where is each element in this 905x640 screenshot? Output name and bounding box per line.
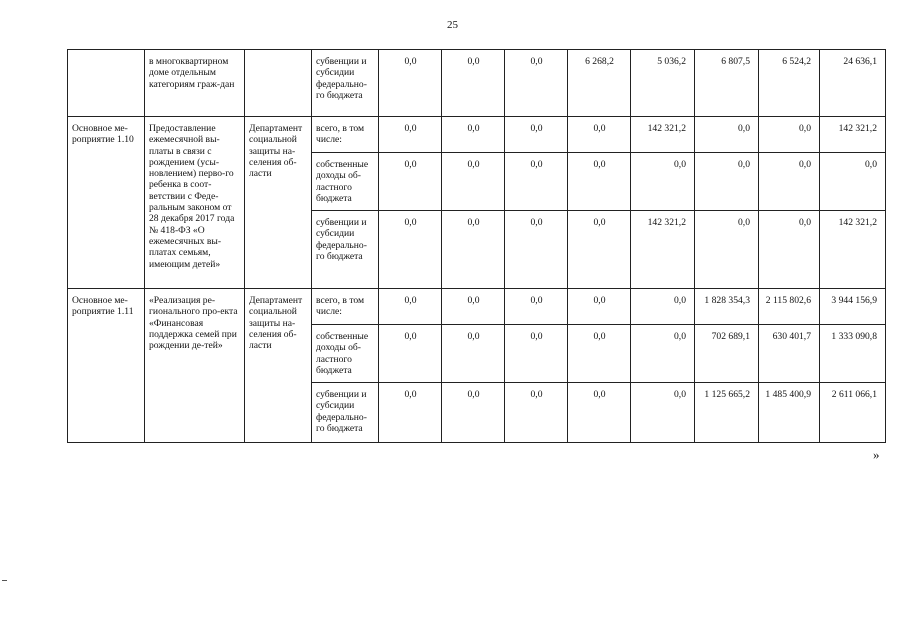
value-cell: 2 115 802,6 (759, 289, 820, 325)
value-cell: 0,0 (759, 153, 820, 211)
value-cell: 6 268,2 (568, 50, 631, 117)
value-cell: 0,0 (442, 211, 505, 289)
value-cell: 0,0 (505, 383, 568, 443)
value-cell: 0,0 (505, 153, 568, 211)
value-cell: 142 321,2 (820, 117, 886, 153)
value-cell: 5 036,2 (631, 50, 695, 117)
value-cell: 0,0 (759, 211, 820, 289)
value-cell: 0,0 (379, 383, 442, 443)
funding-source-cell: субвенции и субсидии федерально-го бюджета (312, 50, 379, 117)
value-cell: 0,0 (631, 383, 695, 443)
funding-source-cell: всего, в том числе: (312, 117, 379, 153)
value-cell: 0,0 (442, 325, 505, 383)
budget-table (67, 49, 886, 443)
value-cell: 630 401,7 (759, 325, 820, 383)
value-cell: 0,0 (568, 383, 631, 443)
description-cell: Предоставление ежемесячной вы-платы в связи с рождением (усы-новлением) перво-го ребенка в соот-ветствии с Феде-ральным законом от 28 декабря 2017 года № 418-ФЗ «О ежемесячных вы-платах семьям, имеющим детей» (145, 117, 245, 289)
value-cell: 0,0 (505, 117, 568, 153)
value-cell: 0,0 (442, 153, 505, 211)
table-row (68, 50, 886, 117)
description-cell: «Реализация ре-гионального про-екта «Финансовая поддержка семей при рождении де-тей» (145, 289, 245, 443)
value-cell: 2 611 066,1 (820, 383, 886, 443)
value-cell: 0,0 (379, 211, 442, 289)
value-cell: 142 321,2 (631, 211, 695, 289)
executor-cell (245, 50, 312, 117)
value-cell: 0,0 (759, 117, 820, 153)
value-cell: 0,0 (379, 50, 442, 117)
measure-cell (68, 50, 145, 117)
funding-source-cell: субвенции и субсидии федерально-го бюджета (312, 383, 379, 443)
value-cell: 1 125 665,2 (695, 383, 759, 443)
value-cell: 0,0 (568, 153, 631, 211)
value-cell: 0,0 (379, 153, 442, 211)
value-cell: 0,0 (631, 153, 695, 211)
table-row (68, 117, 886, 153)
funding-source-cell: субвенции и субсидии федерально-го бюджета (312, 211, 379, 289)
executor-cell: Департамент социальной защиты на-селения об-ласти (245, 117, 312, 289)
value-cell: 24 636,1 (820, 50, 886, 117)
value-cell: 1 485 400,9 (759, 383, 820, 443)
continuation-mark: » (873, 447, 880, 462)
value-cell: 1 333 090,8 (820, 325, 886, 383)
measure-cell: Основное ме-роприятие 1.11 (68, 289, 145, 443)
value-cell: 0,0 (505, 325, 568, 383)
value-cell: 0,0 (695, 117, 759, 153)
value-cell: 0,0 (505, 211, 568, 289)
value-cell: 142 321,2 (820, 211, 886, 289)
value-cell: 0,0 (379, 117, 442, 153)
value-cell: 0,0 (442, 117, 505, 153)
value-cell: 1 828 354,3 (695, 289, 759, 325)
funding-source-cell: всего, в том числе: (312, 289, 379, 325)
value-cell: 142 321,2 (631, 117, 695, 153)
value-cell: 0,0 (379, 325, 442, 383)
description-cell: в многоквартирном доме отдельным категориям граж-дан (145, 50, 245, 117)
value-cell: 0,0 (568, 325, 631, 383)
value-cell: 0,0 (631, 289, 695, 325)
value-cell: 0,0 (695, 211, 759, 289)
value-cell: 0,0 (568, 117, 631, 153)
value-cell: 0,0 (379, 289, 442, 325)
value-cell: 0,0 (631, 325, 695, 383)
page-number: 25 (447, 19, 458, 31)
executor-cell: Департамент социальной защиты на-селения об-ласти (245, 289, 312, 443)
value-cell: 0,0 (568, 211, 631, 289)
value-cell: 0,0 (442, 383, 505, 443)
funding-source-cell: собственные доходы об-ластного бюджета (312, 153, 379, 211)
value-cell: 0,0 (568, 289, 631, 325)
value-cell: 6 807,5 (695, 50, 759, 117)
value-cell: 0,0 (442, 50, 505, 117)
value-cell: 6 524,2 (759, 50, 820, 117)
value-cell: 0,0 (695, 153, 759, 211)
value-cell: 0,0 (820, 153, 886, 211)
value-cell: 3 944 156,9 (820, 289, 886, 325)
value-cell: 0,0 (505, 289, 568, 325)
value-cell: 0,0 (505, 50, 568, 117)
funding-source-cell: собственные доходы об-ластного бюджета (312, 325, 379, 383)
measure-cell: Основное ме-роприятие 1.10 (68, 117, 145, 289)
value-cell: 0,0 (442, 289, 505, 325)
margin-mark (2, 580, 7, 581)
table-row (68, 289, 886, 325)
value-cell: 702 689,1 (695, 325, 759, 383)
